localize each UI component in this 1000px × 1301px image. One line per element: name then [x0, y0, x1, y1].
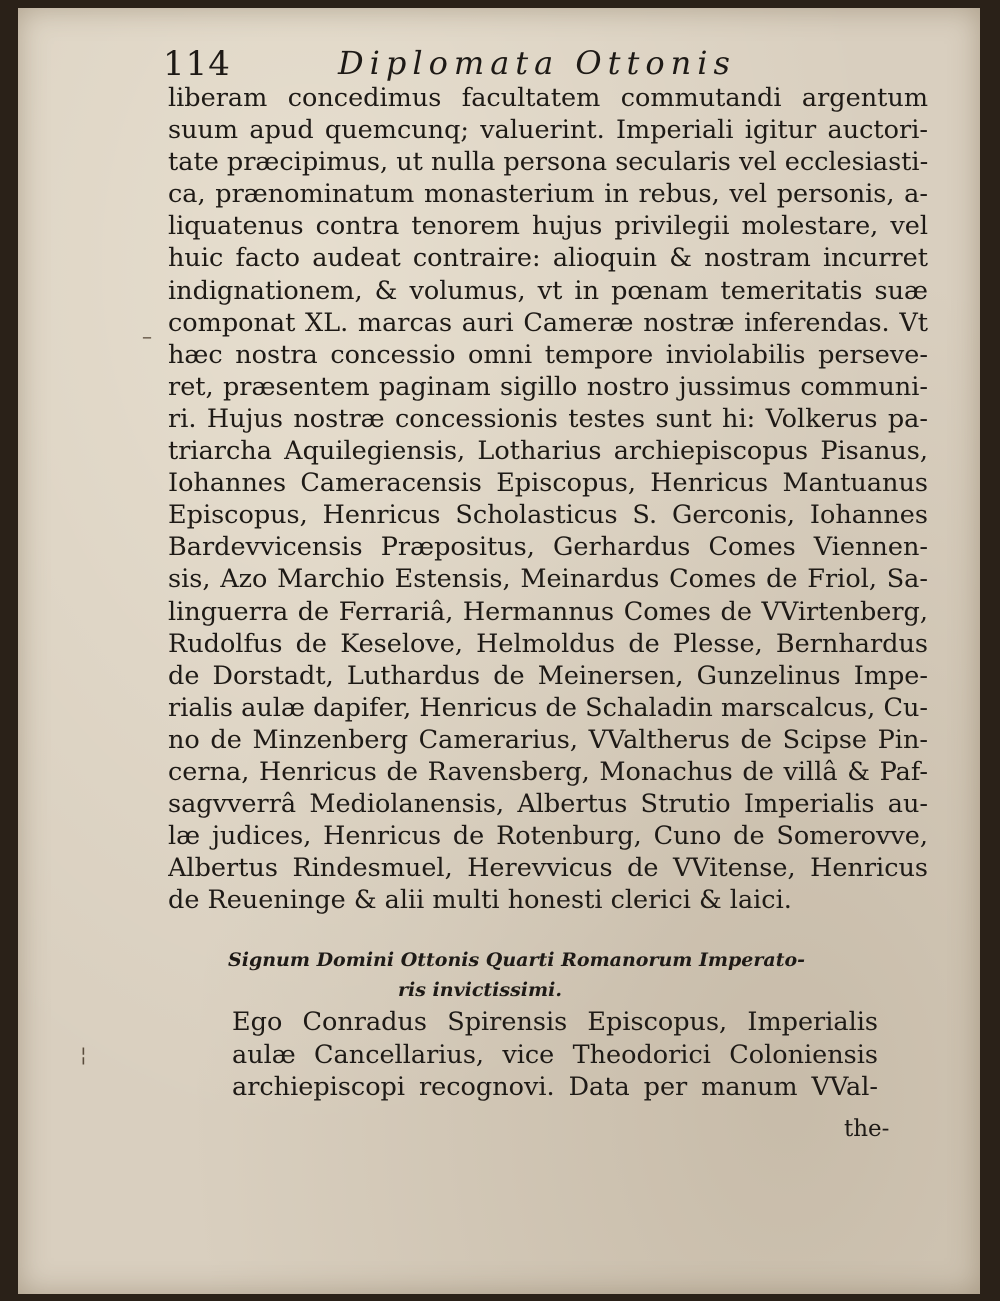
attestation-line: Ego Conradus Spirensis Episcopus, Imperialis [232, 1007, 878, 1037]
text-line: liquatenus contra tenorem hujus privilegii molestare, vel [168, 211, 928, 242]
text-line: cerna, Henricus de Ravensberg, Monachus de villâ & Paf- [168, 756, 928, 787]
text-line: Iohannes Cameracensis Episcopus, Henricus Mantuanus [168, 468, 928, 499]
text-line: componat XL. marcas auri Cameræ nostræ inferendas. Vt [168, 307, 928, 338]
attestation-block [168, 1006, 878, 1104]
text-line: Rudolfus de Keselove, Helmoldus de Plesse, Bernhardus [168, 628, 928, 659]
margin-dash: – [142, 324, 152, 348]
text-line: linguerra de Ferrariâ, Hermannus Comes de VVirtenberg, [168, 596, 928, 627]
running-title: Diplomata Ottonis [338, 44, 736, 82]
margin-mark: ¦ [80, 1042, 87, 1066]
attestation-line: archiepiscopi recognovi. Data per manum VVal- [232, 1072, 878, 1102]
signum-line: ris invictissimi. [398, 979, 562, 1001]
catchword: the- [844, 1116, 890, 1142]
signum-line: Signum Domini Ottonis Quarti Romanorum Imperato- [228, 949, 806, 971]
attestation-line: aulæ Cancellarius, vice Theodorici Coloniensis [232, 1039, 878, 1070]
text-line: huic facto audeat contraire: alioquin & nostram incurret [168, 243, 928, 274]
text-line: ri. Hujus nostræ concessionis testes sunt hi: Volkerus pa- [168, 403, 928, 434]
text-line: no de Minzenberg Camerarius, VValtherus de Scipse Pin- [168, 724, 928, 755]
text-line: Albertus Rindesmuel, Herevvicus de VVitense, Henricus [168, 853, 928, 884]
text-line: de Dorstadt, Luthardus de Meinersen, Gunzelinus Impe- [168, 660, 928, 691]
text-line: ret, præsentem paginam sigillo nostro jussimus communi- [168, 371, 928, 402]
text-line: triarcha Aquilegiensis, Lotharius archiepiscopus Pisanus, [168, 436, 928, 467]
body-text [168, 82, 928, 916]
page-number: 114 [163, 44, 231, 84]
text-line: rialis aulæ dapifer, Henricus de Schaladin marscalcus, Cu- [168, 692, 928, 723]
text-line: læ judices, Henricus de Rotenburg, Cuno de Somerovve, [168, 821, 928, 852]
text-line: suum apud quemcunq; valuerint. Imperiali igitur auctori- [168, 115, 928, 146]
signum-block [228, 945, 868, 1005]
text-line: liberam concedimus facultatem commutandi argentum [168, 83, 928, 113]
text-line: Episcopus, Henricus Scholasticus S. Gerconis, Iohannes [168, 500, 928, 531]
text-line: de Reueninge & alii multi honesti clerici & laici. [168, 885, 792, 916]
text-line: sis, Azo Marchio Estensis, Meinardus Comes de Friol, Sa- [168, 564, 928, 595]
text-line: tate præcipimus, ut nulla persona secularis vel ecclesiasti- [168, 147, 928, 178]
text-line: indignationem, & volumus, vt in pœnam temeritatis suæ [168, 275, 928, 306]
text-line: hæc nostra concessio omni tempore inviolabilis perseve- [168, 339, 928, 370]
text-line: sagvverrâ Mediolanensis, Albertus Strutio Imperialis au- [168, 789, 928, 820]
text-line: Bardevvicensis Præpositus, Gerhardus Comes Viennen- [168, 532, 928, 563]
text-line: ca, prænominatum monasterium in rebus, vel personis, a- [168, 179, 928, 210]
book-page [18, 8, 980, 1294]
